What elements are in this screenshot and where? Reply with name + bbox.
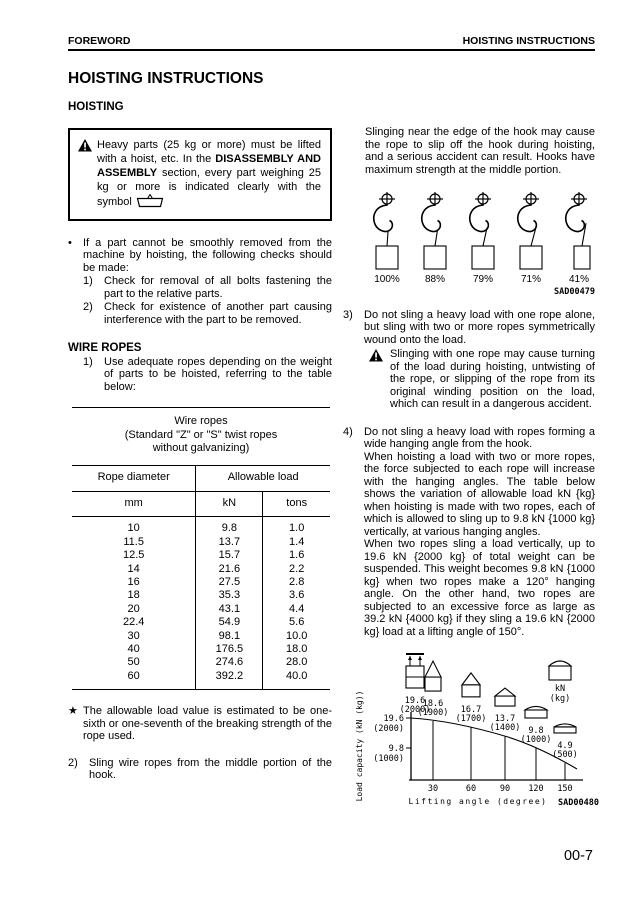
point-label-kg: (1400) [489, 723, 521, 734]
x-tick-label: 150 [557, 784, 573, 794]
x-axis-label: Lifting angle (degree) [408, 797, 548, 806]
hook-strength-figure [343, 189, 595, 299]
header-left: FOREWORD [68, 35, 131, 47]
point-label-kn: 16.7 [460, 704, 482, 715]
table-cell: 10 [72, 517, 196, 536]
table-cell: 22.4 [72, 616, 196, 629]
table-cell: 2.2 [289, 562, 305, 575]
warning-text-post: section, every part weighing 25 kg or more is indicated clearly with the symbol [97, 166, 321, 209]
table-cell: 12.5 [72, 549, 196, 562]
table-cell: 60 [72, 670, 196, 690]
col-header-allowable-load: Allowable load [196, 465, 330, 491]
item-4-num: 4) [343, 425, 353, 438]
load-icon [490, 688, 521, 733]
wire-ropes-item-1-num: 1) [83, 355, 93, 368]
point-label-kg: (1700) [455, 713, 487, 724]
check-item-1 [83, 275, 332, 300]
table-cell: 13.7 [196, 536, 263, 549]
table-cell: 98.1 [196, 630, 263, 643]
item-4-paragraph-1: Do not sling a heavy load with ropes forming a wide hanging angle from the hook. [364, 425, 595, 450]
table-row [72, 616, 330, 629]
wire-ropes-item-1-text: Use adequate ropes depending on the weight of parts to be hoisted, referring to the table below: [104, 355, 332, 393]
left-column [68, 70, 332, 782]
y-axis-label: Load capacity (kN (kg)) [355, 690, 364, 802]
hook-item [422, 192, 446, 285]
table-caption [72, 407, 330, 465]
table-cell: 20 [72, 603, 196, 616]
star-note-text: The allowable load value is estimated to be one-sixth or one-seventh of the breaking strength of the rope used. [83, 705, 332, 743]
table-cell: 15.7 [196, 549, 263, 562]
star-marker: ★ [68, 705, 78, 718]
wire-ropes-item-2-text: Sling wire ropes from the middle portion of the hook. [89, 756, 332, 782]
x-tick-label: 60 [465, 784, 477, 794]
page-title: HOISTING INSTRUCTIONS [68, 70, 264, 87]
table-cell: 9.8 [196, 517, 263, 536]
table-cell: 5.6 [289, 616, 305, 629]
load-icon [521, 706, 552, 745]
hooks-svg [343, 189, 595, 285]
table-cell: 18.0 [285, 642, 308, 655]
wire-rope-table [72, 407, 330, 690]
item-4 [343, 426, 595, 639]
point-label-kn: 19.6 [404, 696, 426, 706]
header-rule [68, 49, 595, 51]
table-header-row [72, 465, 330, 491]
hook-percent-label: 41% [568, 274, 590, 285]
table-cell: 392.2 [196, 670, 263, 690]
check-item-1-num: 1) [83, 275, 93, 288]
table-cell: 14 [72, 563, 196, 576]
check-item-2 [83, 301, 332, 326]
item-3 [343, 309, 595, 347]
legend-line-2: (kg) [549, 694, 571, 704]
table-cell: 40.0 [285, 669, 308, 682]
point-label-kg: (1900) [417, 708, 449, 719]
table-row [72, 536, 330, 549]
item-4-body [364, 426, 595, 639]
wire-ropes-item-1 [83, 356, 332, 394]
y-tick-label: 19.6 [383, 714, 404, 724]
point-label-kg: (1000) [520, 734, 552, 745]
warning-text-bold: DISASSEMBLY AND ASSEMBLY [97, 152, 321, 179]
chart-svg [353, 650, 601, 814]
item-4-paragraph-2: When hoisting a load with two or more ropes, the force subjected to each rope will increase with the hanging angles. The table below shows the variation of allowable load kN {kg} when hoisting is made with two ropes, each of which is allowed to sling up to 9.8 kN {1000 kg} vertically, at various hanging angles. [364, 450, 595, 538]
warning-text-pre: Heavy parts (25 kg or more) must be lifted with a hoist, etc. In the [97, 138, 321, 165]
check-item-2-num: 2) [83, 301, 93, 314]
table-subheader-row [72, 491, 330, 516]
hook-percent-label: 71% [520, 274, 542, 285]
sling-load-symbol-icon [135, 194, 165, 208]
load-icon [552, 724, 578, 760]
check-item-2-text: Check for existence of another part causing interference with the part to be removed. [104, 301, 332, 326]
x-tick-label: 90 [499, 784, 511, 794]
wire-ropes-heading: WIRE ROPES [68, 342, 142, 355]
hook-strength-illustration [343, 189, 595, 285]
table-cell: 1.4 [289, 535, 305, 548]
table-cell: 274.6 [196, 656, 263, 669]
chart-legend [549, 661, 571, 704]
table-cell: 16 [72, 576, 196, 589]
table-cell: 40 [72, 643, 196, 656]
intro-paragraph: Slinging near the edge of the hook may cause the rope to slip off the hook during hoisting, and a serious accident can result. Hooks have maximum strength at the middle portion. [365, 126, 595, 176]
col-header-rope-diameter: Rope diameter [72, 465, 196, 491]
table-cell: 10.0 [285, 629, 308, 642]
item-3-text: Do not sling a heavy load with one rope alone, but sling with two or more ropes symmetrically wound onto the load. [364, 308, 595, 346]
hook-item [566, 192, 590, 285]
subheader-tons: tons [263, 491, 330, 516]
subheader-kn: kN [196, 491, 263, 516]
x-tick-label: 120 [528, 784, 544, 794]
table-cell: 176.5 [196, 643, 263, 656]
warning-box-text [97, 138, 321, 210]
item-3-warning [369, 348, 595, 411]
table-caption-line-1: Wire ropes [174, 415, 228, 428]
item-4-paragraph-3: When two ropes sling a load vertically, up to 19.6 kN {2000 kg} of total weight can be suspended. This weight becomes 9.8 kN {1000 kg} when two ropes make a 120° hanging angle. On the other hand, two ropes are subjected to an excessive force as large as 39.2 kN {4000 kg} if they sling a 19.6 kN {2000 kg} load at a lifting angle of 150°. [364, 538, 595, 638]
table-cell: 35.3 [196, 589, 263, 602]
table-row [72, 603, 330, 616]
figure-code-sad00480: SAD00480 [558, 798, 599, 808]
item-3-warning-text: Slinging with one rope may cause turning of the load during hoisting, untwisting of the rope, or slipping of the rope from its original winding position on the load, which can result in a dangerous accident. [390, 348, 595, 410]
point-label-kn: 4.9 [557, 740, 573, 751]
table-row [72, 643, 330, 656]
hook-item [518, 192, 542, 285]
table-row [72, 656, 330, 669]
wire-ropes-item-2-num: 2) [68, 756, 78, 769]
page-number: 00-7 [563, 848, 593, 864]
legend-line-1: kN [554, 684, 566, 694]
table-caption-line-3: without galvanizing) [152, 442, 250, 455]
table-cell: 27.5 [196, 576, 263, 589]
bullet-marker: • [68, 236, 72, 249]
table-row [72, 563, 330, 576]
table-row [72, 670, 330, 690]
star-note [68, 705, 332, 743]
point-label-kg: (500) [552, 749, 578, 760]
load-icon [456, 673, 487, 724]
table-cell: 28.0 [285, 656, 308, 669]
table-row [72, 549, 330, 562]
section-heading-hoisting: HOISTING [68, 101, 124, 113]
load-capacity-chart [353, 650, 601, 814]
x-tick-label: 30 [427, 784, 439, 794]
point-label-kn: 13.7 [494, 714, 516, 725]
hook-percent-label: 100% [374, 274, 400, 285]
y-tick-label: 9.8 [388, 743, 404, 754]
warning-box [68, 128, 332, 221]
point-label-kn: 18.6 [422, 699, 444, 710]
right-column [343, 126, 599, 814]
check-item-1-text: Check for removal of all bolts fastening the part to the relative parts. [104, 275, 332, 300]
table-cell: 21.6 [196, 563, 263, 576]
table-cell: 3.6 [289, 589, 305, 602]
table-caption-line-2: (Standard "Z" or "S" twist ropes [124, 428, 278, 441]
figure-code-sad00479: SAD00479 [554, 287, 595, 297]
point-label-kg: (2000) [399, 705, 431, 715]
y-tick-sublabel: (2000) [373, 724, 404, 734]
table-cell: 18 [72, 589, 196, 602]
table-cell: 43.1 [196, 603, 263, 616]
table-cell: 1.0 [289, 522, 305, 535]
table-cell: 4.4 [289, 602, 305, 615]
y-tick-sublabel: (1000) [373, 753, 404, 764]
item-3-num: 3) [343, 308, 353, 321]
point-label-kn: 9.8 [528, 725, 544, 736]
wire-ropes-item-2 [68, 757, 332, 782]
load-capacity-chart-canvas [353, 650, 601, 814]
table-cell: 2.8 [289, 575, 305, 588]
subheader-mm: mm [72, 491, 196, 516]
header-right: HOISTING INSTRUCTIONS [462, 35, 595, 47]
table-row [72, 589, 330, 602]
table-row [72, 576, 330, 589]
hook-percent-label: 88% [424, 274, 446, 285]
hook-item [470, 192, 494, 285]
table-cell: 11.5 [72, 536, 196, 549]
table-cell: 30 [72, 630, 196, 643]
table-cell: 1.6 [289, 549, 305, 562]
hook-item [374, 192, 400, 285]
warning-triangle-icon [78, 138, 93, 210]
table-cell: 50 [72, 656, 196, 669]
warning-triangle-icon [369, 348, 384, 411]
table-row [72, 517, 330, 536]
bullet-item [68, 237, 332, 275]
hook-percent-label: 79% [472, 274, 494, 285]
table-cell: 54.9 [196, 616, 263, 629]
bullet-text: If a part cannot be smoothly removed from the machine by hoisting, the following checks should be made: [83, 236, 332, 274]
table-row [72, 630, 330, 643]
